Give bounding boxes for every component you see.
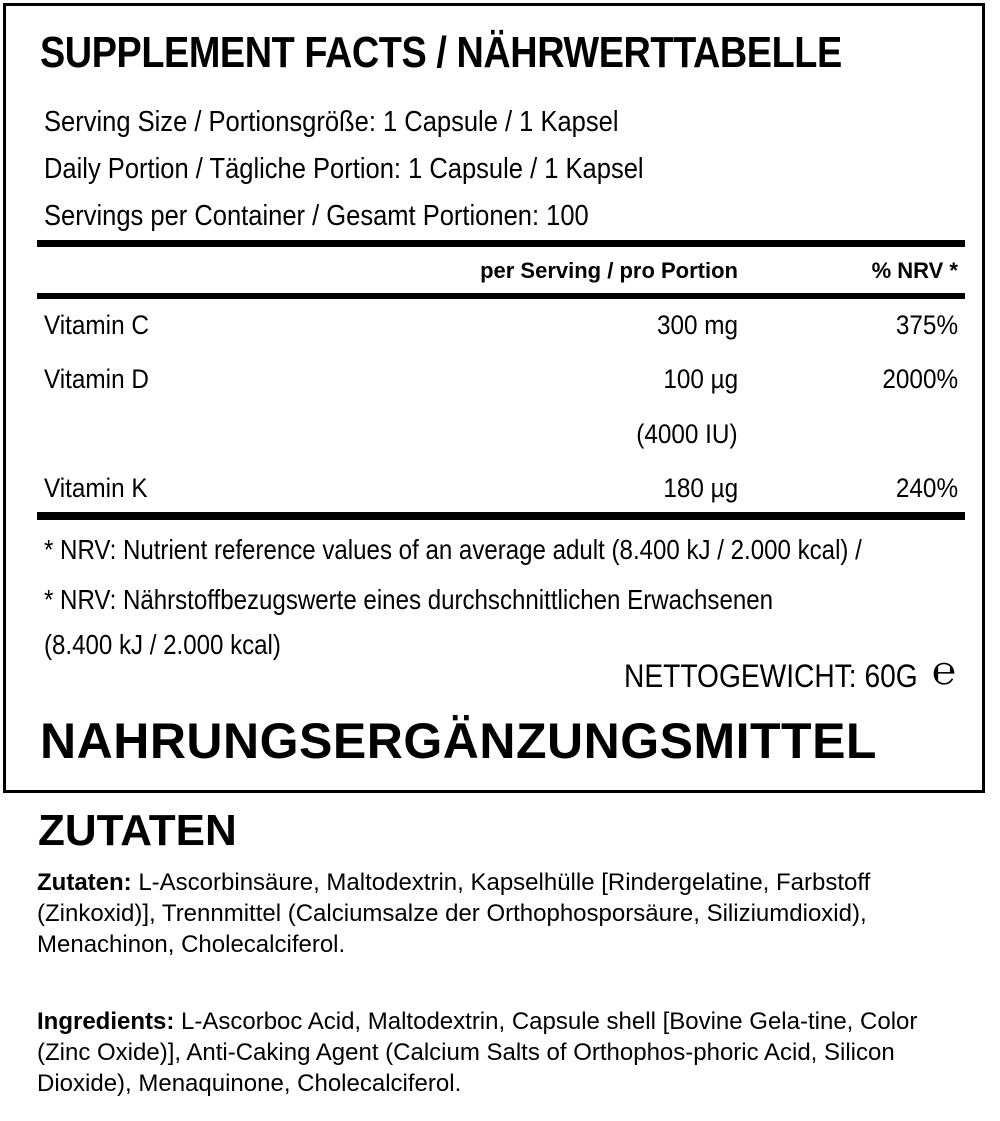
nutrient-nrv: 240%	[895, 473, 958, 503]
divider-thick	[37, 240, 965, 247]
ingredients-de-text: L-Ascorbinsäure, Maltodextrin, Kapselhülle [Rindergelatine, Farbstoff (Zinkoxid)], Trennmittel (Calciumsalze der Orthophosporsäure, Siliziumdioxid), Menachinon, Cholecalciferol.	[37, 869, 871, 958]
ingredients-en	[37, 1006, 972, 1099]
nutrient-name: Vitamin K	[44, 473, 148, 503]
ingredients-heading: ZUTATEN	[38, 806, 237, 855]
divider-thick-bottom	[37, 512, 965, 520]
column-header-amount: per Serving / pro Portion	[480, 258, 738, 283]
ingredients-en-text: L-Ascorboc Acid, Maltodextrin, Capsule shell [Bovine Gela-tine, Color (Zinc Oxide)], Anti-Caking Agent (Calcium Salts of Orthophos-phoric Acid, Silicon Dioxide), Menaquinone, Cholecalciferol.	[37, 1008, 918, 1097]
estimated-sign-icon: ℮	[932, 648, 957, 694]
nrv-footnote-en: * NRV: Nutrient reference values of an average adult (8.400 kJ / 2.000 kcal) /	[44, 534, 862, 565]
nutrient-amount: 100 µg	[663, 364, 738, 394]
ingredients-de-label: Zutaten:	[37, 869, 132, 896]
nutrient-amount-iu: (4000 IU)	[636, 419, 738, 449]
ingredients-de	[37, 867, 972, 960]
nutrient-nrv: 2000%	[882, 364, 958, 394]
product-category: NAHRUNGSERGÄNZUNGSMITTEL	[40, 713, 877, 769]
daily-portion: Daily Portion / Tägliche Portion: 1 Capsule / 1 Kapsel	[44, 153, 644, 185]
nrv-footnote-energy: (8.400 kJ / 2.000 kcal)	[44, 629, 281, 660]
nrv-footnote-de: * NRV: Nährstoffbezugswerte eines durchschnittlichen Erwachsenen	[44, 584, 774, 615]
serving-size: Serving Size / Portionsgröße: 1 Capsule / 1 Kapsel	[44, 106, 619, 138]
divider-header	[37, 293, 965, 299]
nutrient-amount: 180 µg	[663, 473, 738, 503]
servings-per-container: Servings per Container / Gesamt Portionen: 100	[44, 200, 589, 232]
nutrient-name: Vitamin D	[44, 364, 149, 394]
ingredients-en-label: Ingredients:	[37, 1008, 175, 1035]
column-header-nrv: % NRV *	[871, 258, 958, 283]
nutrient-nrv: 375%	[895, 310, 958, 340]
nutrient-amount: 300 mg	[656, 310, 738, 340]
net-weight: NETTOGEWICHT: 60G	[624, 658, 918, 694]
panel-title: SUPPLEMENT FACTS / NÄHRWERTTABELLE	[40, 28, 842, 77]
nutrient-name: Vitamin C	[44, 310, 149, 340]
